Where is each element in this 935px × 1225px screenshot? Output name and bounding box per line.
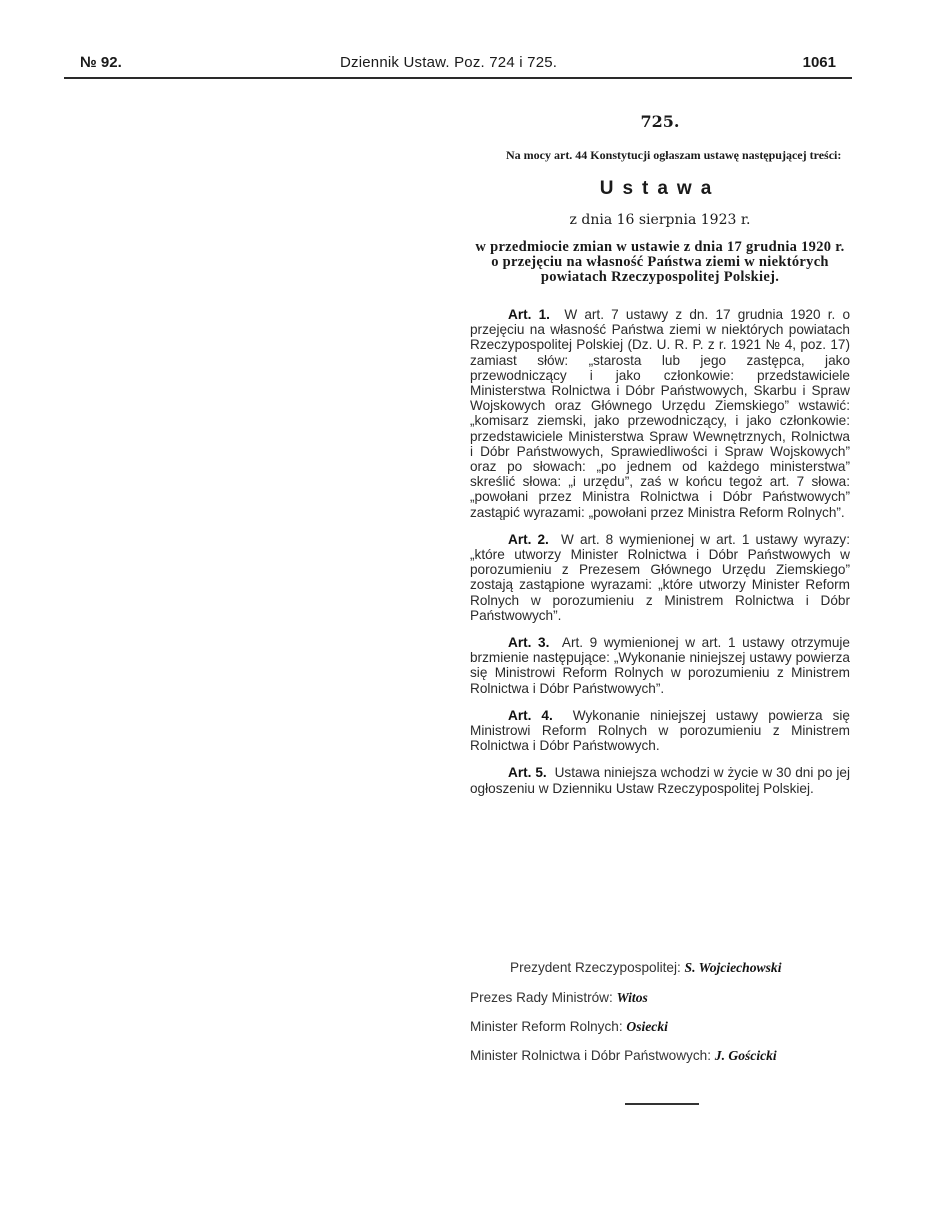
document-column — [470, 112, 850, 808]
document-date: z dnia 16 sierpnia 1923 r. — [569, 212, 751, 228]
signature-role: Prezes Rady Ministrów: — [470, 990, 613, 1005]
article-5 — [470, 765, 850, 795]
article-label: Art. 3. — [508, 635, 550, 651]
header-rule — [64, 77, 852, 79]
article-text: Wykonanie niniejszej ustawy powierza się Ministrowi Reform Rolnych w porozumieniu z Ministrem Rolnictwa i Dóbr Państwowych. — [470, 707, 850, 754]
article-text: W art. 7 ustawy z dn. 17 grudnia 1920 r. o przejęciu na własność Państwa ziemi w niektórych powiatach Rzeczypospolitej Polskiej (Dz. U. R. P. z r. 1921 № 4, poz. 17) zamiast słów: „starosta lub jego zastępca, jako przewodniczący i jako członkowie: przedstawiciele Ministerstwa Rolnictwa i Dóbr Państwowych, Skarbu i Spraw Wojskowych oraz Głównego Urzędu Ziemskiego” wstawić: „komisarz ziemski, jako przewodniczący, i jako członkowie: przedstawiciele Ministerstwa Spraw Wewnętrznych, Rolnictwa i Dóbr Państwowych, Sprawiedliwości i Spraw Wojskowych” oraz po słowach: „po jednem od każdego ministerstwa” skreślić słowa: „i urzędu”, zaś w końcu tegoż art. 7 słowa: „powołani przez Ministra Rolnictwa i Dóbr Państwowych” zastąpić wyrazami: „powołani przez Ministra Reform Rolnych”. — [470, 307, 850, 520]
signature-agrarian-reform-minister — [470, 1019, 668, 1034]
article-text: W art. 8 wymienionej w art. 1 ustawy wyrazy: „które utworzy Minister Rolnictwa i Dóbr Państwowych w porozumieniu z Prezesem Głównego Urzędu Ziemskiego” zostają zastąpione wyrazami: „które utworzy Minister Reform Rolnych w porozumieniu z Ministrem Rolnictwa i Dóbr Państwowych”. — [470, 531, 850, 623]
article-text: Ustawa niniejsza wchodzi w życie w 30 dni po jej ogłoszeniu w Dzienniku Ustaw Rzeczypospolitej Polskiej. — [470, 765, 850, 796]
end-rule — [625, 1103, 699, 1105]
article-3 — [470, 635, 850, 696]
signature-name: Osiecki — [626, 1019, 668, 1034]
article-text: Art. 9 wymienionej w art. 1 ustawy otrzymuje brzmienie następujące: „Wykonanie niniejszej ustawy powierza się Ministrowi Reform Rolnych w porozumieniu z Ministrem Rolnictwa i Dóbr Państwowych”. — [470, 635, 850, 696]
article-label: Art. 5. — [508, 765, 547, 781]
document-title: Ustawa — [599, 178, 721, 199]
signature-name: J. Gościcki — [714, 1048, 777, 1063]
article-4 — [470, 708, 850, 754]
signature-name: Witos — [616, 990, 648, 1005]
article-1 — [470, 307, 850, 520]
signature-name: S. Wojciechowski — [684, 960, 782, 975]
signature-president — [510, 960, 781, 975]
page-number: 1061 — [802, 54, 836, 71]
signature-agriculture-minister — [470, 1048, 777, 1063]
signature-role: Minister Reform Rolnych: — [470, 1019, 623, 1034]
article-label: Art. 4. — [508, 707, 553, 723]
article-2 — [470, 532, 850, 623]
position-number: 725. — [640, 112, 680, 131]
issue-number: № 92. — [80, 54, 122, 71]
signature-prime-minister — [470, 990, 648, 1005]
page-header — [80, 54, 848, 76]
signature-role: Minister Rolnictwa i Dóbr Państwowych: — [470, 1048, 711, 1063]
journal-title: Dziennik Ustaw. Poz. 724 i 725. — [340, 54, 558, 71]
document-subject: w przedmiocie zmian w ustawie z dnia 17 grudnia 1920 r. o przejęciu na własność Państwa ziemi w niektórych powiatach Rzeczypospolitej Polskiej. — [475, 239, 845, 285]
article-label: Art. 2. — [508, 531, 549, 547]
article-label: Art. 1. — [508, 307, 550, 322]
intro-text: Na mocy art. 44 Konstytucji ogłaszam ustawę następującej treści: — [506, 148, 842, 162]
signature-role: Prezydent Rzeczypospolitej: — [510, 960, 681, 975]
